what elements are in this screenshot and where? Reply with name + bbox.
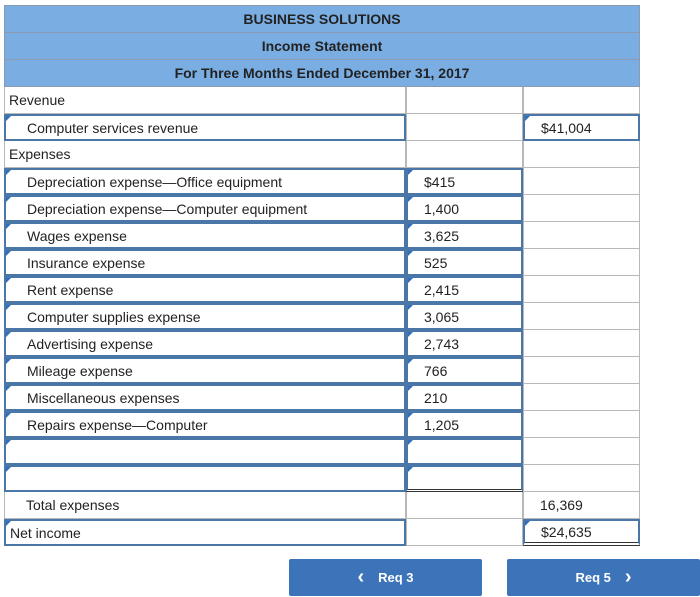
empty-cell [523,357,640,384]
expense-label-input[interactable]: Computer supplies expense [4,303,406,330]
revenue-heading-row [4,87,640,114]
expense-amount-input[interactable] [406,249,523,276]
total-expenses-cell [523,492,640,519]
expense-label-input[interactable]: Repairs expense—Computer [4,411,406,438]
empty-cell [406,492,523,519]
expense-label-input[interactable]: Insurance expense [4,249,406,276]
expense-amount-input[interactable] [406,276,523,303]
expense-amount-input[interactable] [406,330,523,357]
net-income-row [4,519,640,546]
blank-amount-input[interactable] [406,465,523,492]
total-expenses-row [4,492,640,519]
empty-cell [523,195,640,222]
dollar-sign: $ [541,523,549,540]
expense-label-input[interactable]: Advertising expense [4,330,406,357]
amount: 2,743 [424,335,460,352]
expense-label-input[interactable]: Depreciation expense—Computer equipment [4,195,406,222]
expense-row [4,303,640,330]
income-statement-table [4,5,640,546]
dollar-sign: $ [424,173,432,190]
empty-cell [523,87,640,114]
empty-cell [523,249,640,276]
empty-cell [523,384,640,411]
expense-row [4,276,640,303]
amount: 1,205 [424,416,460,433]
empty-cell [523,303,640,330]
empty-cell [523,411,640,438]
revenue-amount-input[interactable] [523,114,640,141]
total-expenses-label: Total expenses [4,492,406,519]
chevron-right-icon: › [624,566,632,588]
expense-row [4,357,640,384]
amount: 3,625 [424,227,460,244]
empty-cell [523,168,640,195]
amount: 3,065 [424,308,460,325]
prev-req-button[interactable] [289,559,482,596]
blank-label-input[interactable] [4,438,406,465]
empty-cell [523,276,640,303]
next-req-button[interactable] [507,559,700,596]
empty-cell [406,519,523,546]
expense-row [4,249,640,276]
expense-row [4,330,640,357]
expenses-heading-row [4,141,640,168]
empty-cell [523,222,640,249]
statement-title: Income Statement [4,33,640,60]
expense-amount-input[interactable] [406,195,523,222]
expense-row [4,384,640,411]
amount: 415 [431,173,456,190]
expense-row [4,411,640,438]
chevron-left-icon: ‹ [357,566,365,588]
expense-label-input[interactable]: Rent expense [4,276,406,303]
net-income-label-input[interactable]: Net income [4,519,406,546]
amount: 16,369 [540,497,583,513]
blank-row [4,465,640,492]
amount: 24,635 [548,523,592,540]
expense-label-input[interactable]: Wages expense [4,222,406,249]
expense-label-input[interactable]: Depreciation expense—Office equipment [4,168,406,195]
empty-cell [523,438,640,465]
expense-amount-input[interactable] [406,168,523,195]
expenses-label: Expenses [4,141,406,168]
expense-amount-input[interactable] [406,357,523,384]
empty-cell [406,87,523,114]
blank-amount-input[interactable] [406,438,523,465]
expense-amount-input[interactable] [406,303,523,330]
expense-amount-input[interactable] [406,411,523,438]
amount: 1,400 [424,200,460,217]
expense-row [4,168,640,195]
amount: 210 [424,389,448,406]
revenue-label: Revenue [4,87,406,114]
amount: 525 [424,254,448,271]
blank-label-input[interactable] [4,465,406,492]
amount: 766 [424,362,448,379]
empty-cell [406,114,523,141]
empty-cell [523,465,640,492]
empty-cell [406,141,523,168]
expense-label-input[interactable]: Mileage expense [4,357,406,384]
expense-row [4,222,640,249]
amount: 2,415 [424,281,460,298]
net-income-amount-input[interactable] [523,519,640,546]
amount: 41,004 [548,119,592,136]
empty-cell [523,330,640,357]
expense-label-input[interactable]: Miscellaneous expenses [4,384,406,411]
expense-amount-input[interactable] [406,222,523,249]
revenue-item-input[interactable]: Computer services revenue [4,114,406,141]
expense-row [4,195,640,222]
empty-cell [523,141,640,168]
next-label: Req 5 [575,570,611,585]
expense-amount-input[interactable] [406,384,523,411]
revenue-row [4,114,640,141]
company-name: BUSINESS SOLUTIONS [4,5,640,33]
dollar-sign: $ [541,119,549,136]
prev-label: Req 3 [378,570,414,585]
statement-period: For Three Months Ended December 31, 2017 [4,60,640,87]
blank-row [4,438,640,465]
